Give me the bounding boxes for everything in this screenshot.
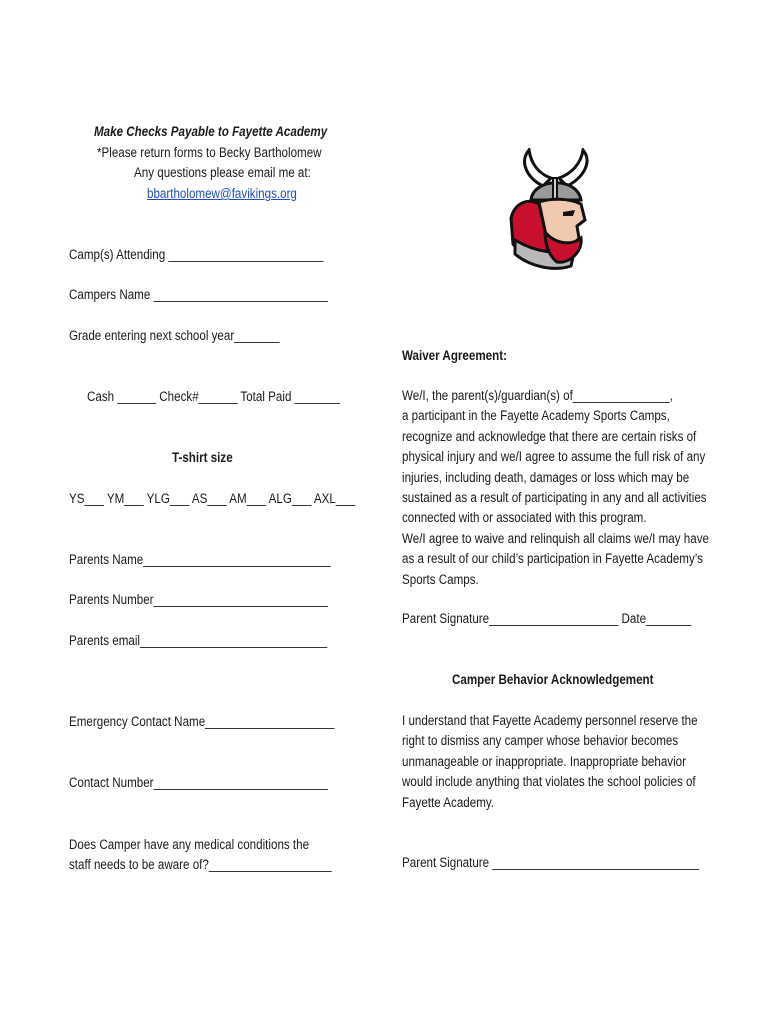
contact-number-field[interactable]: Contact Number___________________________ bbox=[69, 775, 328, 790]
waiver-line: physical injury and we/I agree to assume the full risk of any bbox=[402, 449, 706, 465]
waiver-line: as a result of our child’s participation in Fayette Academy’s bbox=[402, 551, 703, 567]
behavior-line: right to dismiss any camper whose behavior becomes bbox=[402, 733, 679, 749]
emergency-contact-field[interactable]: Emergency Contact Name____________________ bbox=[69, 714, 335, 729]
return-instructions: *Please return forms to Becky Bartholomew bbox=[97, 145, 322, 160]
parents-name-field[interactable]: Parents Name_____________________________ bbox=[69, 552, 331, 567]
waiver-line: recognize and acknowledge that there are certain risks of bbox=[402, 428, 697, 444]
behavior-line: unmanageable or inappropriate. Inappropriate behavior bbox=[402, 753, 687, 769]
payable-heading: Make Checks Payable to Fayette Academy bbox=[94, 124, 328, 139]
waiver-line: injuries, including death, damages or loss which may be bbox=[402, 469, 690, 485]
parents-number-field[interactable]: Parents Number___________________________ bbox=[69, 592, 328, 607]
behavior-signature-field[interactable]: Parent Signature ________________________________ bbox=[402, 855, 699, 870]
behavior-heading: Camper Behavior Acknowledgement bbox=[452, 672, 654, 687]
contact-email-link[interactable]: bbartholomew@favikings.org bbox=[147, 186, 297, 201]
payment-field[interactable]: Cash ______ Check#______ Total Paid _______ bbox=[87, 389, 340, 404]
waiver-line: We/I, the parent(s)/guardian(s) of_______________, bbox=[402, 388, 673, 403]
waiver-line: sustained as a result of participating in any and all activities bbox=[402, 490, 707, 506]
tshirt-size-options[interactable]: YS___ YM___ YLG___ AS___ AM___ ALG___ AXL___ bbox=[69, 491, 356, 506]
questions-text: Any questions please email me at: bbox=[134, 165, 311, 180]
camps-attending-field[interactable]: Camp(s) Attending ________________________ bbox=[69, 247, 324, 262]
behavior-line: I understand that Fayette Academy personnel reserve the bbox=[402, 713, 698, 728]
grade-field[interactable]: Grade entering next school year_______ bbox=[69, 328, 280, 343]
waiver-text bbox=[402, 386, 709, 590]
waiver-line: a participant in the Fayette Academy Sports Camps, bbox=[402, 408, 670, 424]
waiver-line: We/I agree to waive and relinquish all claims we/I may have bbox=[402, 530, 709, 546]
tshirt-size-heading: T-shirt size bbox=[172, 450, 233, 465]
medical-question-line-1: Does Camper have any medical conditions the bbox=[69, 837, 310, 852]
waiver-signature-field[interactable]: Parent Signature____________________ Date_______ bbox=[402, 611, 692, 626]
viking-mascot-icon bbox=[505, 148, 605, 276]
campers-name-field[interactable]: Campers Name ___________________________ bbox=[69, 287, 328, 302]
behavior-text bbox=[402, 711, 698, 813]
medical-conditions-field[interactable]: staff needs to be aware of?___________________ bbox=[69, 857, 332, 872]
parents-email-field[interactable]: Parents email_____________________________ bbox=[69, 633, 328, 648]
waiver-heading: Waiver Agreement: bbox=[402, 348, 507, 363]
behavior-line: Fayette Academy. bbox=[402, 794, 495, 810]
waiver-line: Sports Camps. bbox=[402, 571, 479, 587]
waiver-line: connected with or associated with this program. bbox=[402, 510, 647, 526]
behavior-line: would include anything that violates the school policies of bbox=[402, 774, 696, 790]
